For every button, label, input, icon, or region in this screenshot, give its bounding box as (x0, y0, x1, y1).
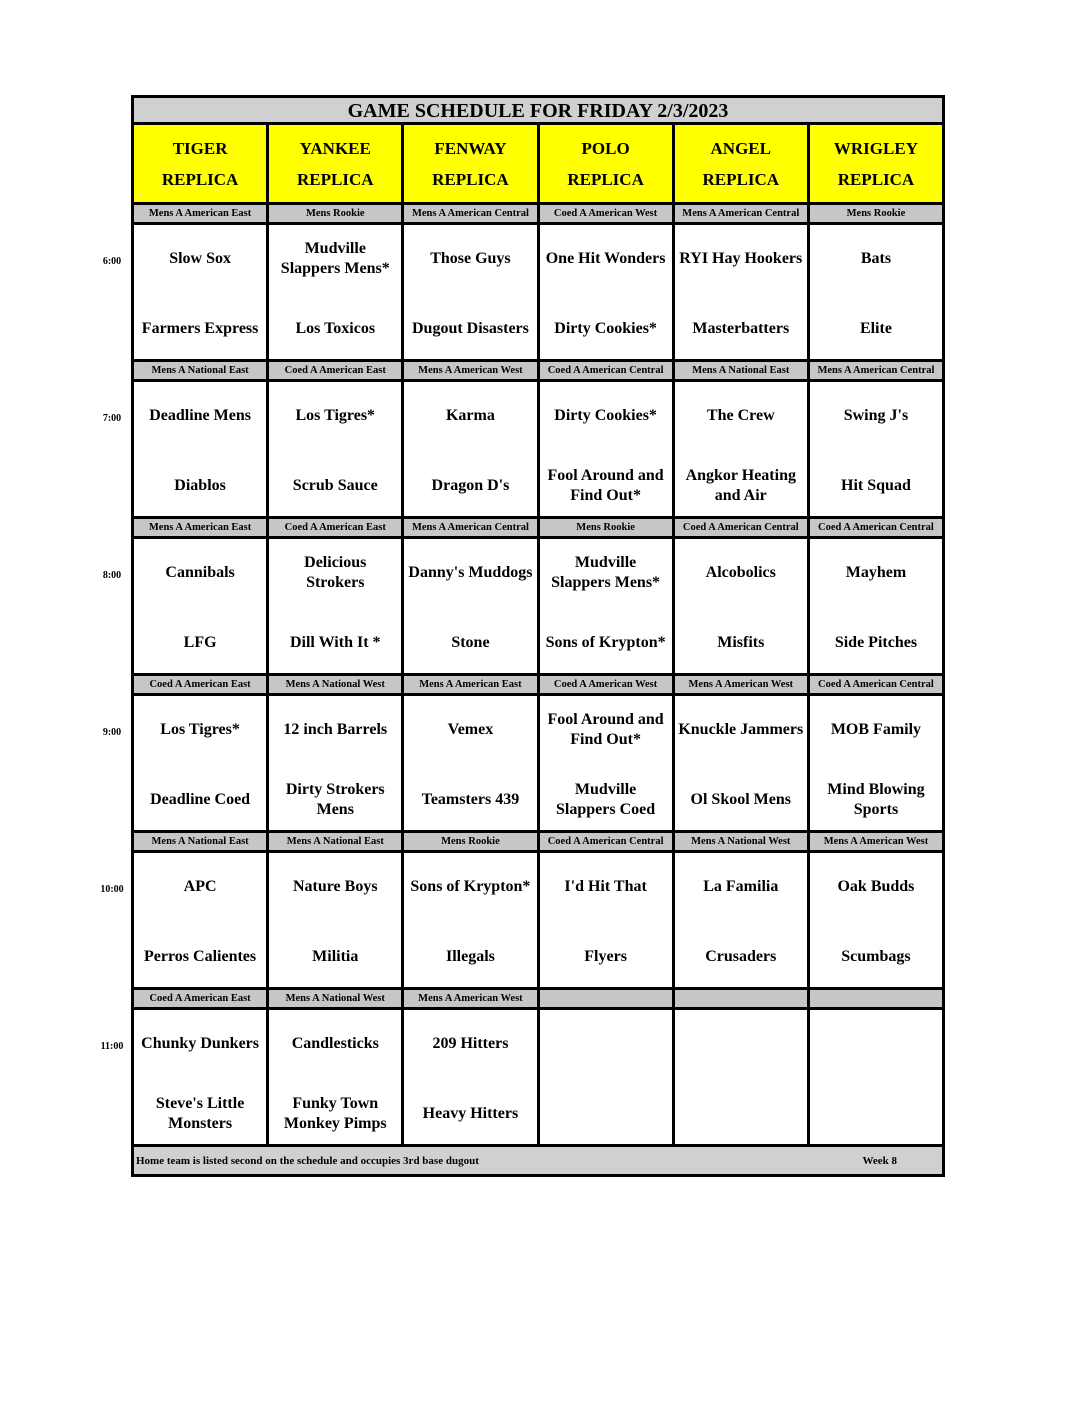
field-name: TIGER (172, 138, 228, 158)
division-label (675, 990, 810, 1007)
division-label: Mens A American East (404, 676, 539, 693)
home-team-note: Home team is listed second on the schedule and occupies 3rd base dugout (136, 1154, 479, 1167)
game-cell (810, 225, 945, 359)
game-cell (540, 1010, 675, 1144)
division-label: Mens A American West (404, 362, 539, 379)
division-label: Mens Rookie (269, 205, 404, 222)
away-team: Bats (860, 250, 892, 267)
away-team: 12 inch Barrels (283, 721, 388, 738)
home-team: Elite (859, 320, 892, 337)
games-row (134, 225, 945, 362)
schedule-sheet (131, 95, 945, 1177)
division-label: Mens Rookie (810, 205, 945, 222)
away-team: Swing J's (843, 407, 909, 424)
game-cell (675, 539, 810, 673)
division-label: Mens A American West (675, 676, 810, 693)
division-label (810, 990, 945, 1007)
away-team: La Familia (703, 878, 779, 895)
field-subtitle: REPLICA (161, 169, 239, 189)
home-team: Dragon D's (431, 477, 510, 494)
home-team: Misfits (717, 634, 765, 651)
home-team: Los Toxicos (295, 320, 376, 337)
away-team: 209 Hitters (432, 1035, 509, 1052)
game-cell (675, 696, 810, 830)
division-row (134, 519, 945, 539)
game-cell (540, 225, 675, 359)
away-team: MOB Family (830, 721, 922, 738)
away-team: Slow Sox (169, 250, 231, 267)
division-label: Coed A American Central (540, 362, 675, 379)
home-team: Heavy Hitters (422, 1105, 519, 1122)
game-cell (134, 1010, 269, 1144)
away-team: APC (183, 878, 217, 895)
field-header-2 (404, 125, 539, 205)
footer-bar (131, 1147, 945, 1177)
field-name: ANGEL (710, 138, 771, 158)
home-team: Mudville Slappers Coed (556, 781, 656, 818)
home-team: Dirty Strokers Mens (285, 781, 385, 818)
division-label: Mens Rookie (404, 833, 539, 850)
home-team: Fool Around and Find Out* (547, 467, 664, 504)
division-label: Mens A National East (134, 833, 269, 850)
home-team: Sons of Krypton* (545, 634, 666, 651)
game-cell (269, 539, 404, 673)
home-team: Ol Skool Mens (690, 791, 791, 808)
home-team: Dirty Cookies* (554, 320, 657, 337)
away-team: Karma (445, 407, 495, 424)
division-row (134, 205, 945, 225)
time-label: 9:00 (102, 727, 122, 738)
division-label: Coed A American East (269, 519, 404, 536)
away-team: Mayhem (845, 564, 907, 581)
game-cell (404, 225, 539, 359)
away-team: Mudville Slappers Mens* (280, 240, 390, 277)
away-team: Nature Boys (292, 878, 378, 895)
time-slot (131, 676, 945, 833)
game-cell (810, 853, 945, 987)
home-team: Angkor Heating and Air (685, 467, 796, 504)
away-team: Candlesticks (291, 1035, 379, 1052)
away-team: Oak Budds (837, 878, 915, 895)
field-subtitle: REPLICA (567, 169, 644, 189)
away-team: Those Guys (430, 250, 511, 267)
home-team: Crusaders (705, 948, 777, 965)
time-slots (131, 205, 945, 1147)
game-cell (404, 853, 539, 987)
division-row (134, 833, 945, 853)
week-label: Week 8 (862, 1154, 897, 1167)
game-cell (134, 696, 269, 830)
division-label: Mens A National West (269, 676, 404, 693)
home-team: Side Pitches (834, 634, 918, 651)
home-team: Dill With It * (289, 634, 381, 651)
division-label: Mens A American Central (810, 362, 945, 379)
time-column (92, 0, 132, 1408)
home-team: Farmers Express (141, 320, 259, 337)
home-team: Steve's Little Monsters (155, 1095, 245, 1132)
division-label: Mens A American West (404, 990, 539, 1007)
game-cell (540, 853, 675, 987)
away-team: RYI Hay Hookers (679, 250, 803, 267)
division-label: Mens A National West (269, 990, 404, 1007)
home-team: Stone (451, 634, 490, 651)
home-team: Perros Calientes (144, 948, 257, 965)
away-team: Dirty Cookies* (554, 407, 657, 424)
game-cell (810, 1010, 945, 1144)
home-team: Illegals (445, 948, 495, 965)
away-team: Deadline Mens (149, 407, 251, 424)
division-label: Coed A American East (134, 990, 269, 1007)
field-name: WRIGLEY (833, 138, 918, 158)
division-label: Mens A National East (134, 362, 269, 379)
game-cell (269, 382, 404, 516)
game-cell (404, 382, 539, 516)
game-cell (540, 382, 675, 516)
time-slot (131, 519, 945, 676)
time-slot (131, 362, 945, 519)
away-team: Chunky Dunkers (141, 1035, 259, 1052)
game-cell (810, 382, 945, 516)
field-header-1 (269, 125, 404, 205)
away-team: Knuckle Jammers (678, 721, 804, 738)
division-row (134, 362, 945, 382)
home-team: Deadline Coed (150, 791, 251, 808)
away-team: Alcobolics (705, 564, 776, 581)
away-team: The Crew (706, 407, 775, 424)
games-row (134, 539, 945, 676)
game-cell (134, 539, 269, 673)
home-team: Scrub Sauce (292, 477, 378, 494)
away-team: One Hit Wonders (545, 250, 666, 267)
games-row (134, 1010, 945, 1147)
home-team: Mind Blowing Sports (827, 781, 925, 818)
division-label: Coed A American Central (540, 833, 675, 850)
game-cell (269, 696, 404, 830)
game-cell (675, 853, 810, 987)
field-header-0 (134, 125, 269, 205)
division-label: Mens A National West (675, 833, 810, 850)
game-cell (675, 1010, 810, 1144)
game-cell (810, 539, 945, 673)
division-label: Coed A American West (540, 676, 675, 693)
home-team: Dugout Disasters (411, 320, 529, 337)
field-name: YANKEE (299, 138, 371, 158)
time-label: 10:00 (100, 884, 124, 895)
field-name: POLO (581, 138, 630, 158)
division-label: Coed A American East (134, 676, 269, 693)
division-label: Mens A American Central (404, 519, 539, 536)
game-cell (675, 382, 810, 516)
game-cell (134, 225, 269, 359)
away-team: Los Tigres* (295, 407, 376, 424)
time-slot (131, 205, 945, 362)
division-label: Mens A National East (269, 833, 404, 850)
games-row (134, 696, 945, 833)
home-team: Hit Squad (841, 477, 911, 494)
field-subtitle: REPLICA (432, 169, 509, 189)
away-team: Cannibals (165, 564, 235, 581)
schedule-title: GAME SCHEDULE FOR FRIDAY 2/3/2023 (131, 95, 945, 125)
field-subtitle: REPLICA (297, 169, 374, 189)
game-cell (540, 696, 675, 830)
division-label: Coed A American Central (810, 676, 945, 693)
game-cell (404, 539, 539, 673)
division-label: Mens A National East (675, 362, 810, 379)
field-header-4 (675, 125, 810, 205)
away-team: I'd Hit That (564, 878, 647, 895)
game-cell (404, 1010, 539, 1144)
division-label: Mens A American Central (404, 205, 539, 222)
field-header-3 (540, 125, 675, 205)
games-row (134, 853, 945, 990)
field-subtitle: REPLICA (837, 169, 915, 189)
division-row (134, 676, 945, 696)
division-label: Mens Rookie (540, 519, 675, 536)
time-label: 8:00 (102, 570, 122, 581)
time-label: 11:00 (100, 1041, 124, 1052)
time-slot (131, 833, 945, 990)
game-cell (540, 539, 675, 673)
game-cell (134, 853, 269, 987)
field-name: FENWAY (434, 138, 507, 158)
game-cell (810, 696, 945, 830)
home-team: LFG (183, 634, 217, 651)
home-team: Flyers (584, 948, 627, 965)
division-label: Mens A American East (134, 519, 269, 536)
away-team: Delicious Strokers (304, 554, 367, 591)
time-label: 7:00 (102, 413, 122, 424)
home-team: Diablos (174, 477, 226, 494)
division-label: Mens A American West (810, 833, 945, 850)
away-team: Sons of Krypton* (410, 878, 531, 895)
division-label: Coed A American West (540, 205, 675, 222)
division-label: Mens A American Central (675, 205, 810, 222)
away-team: Los Tigres* (160, 721, 240, 738)
division-label (540, 990, 675, 1007)
game-cell (404, 696, 539, 830)
home-team: Funky Town Monkey Pimps (283, 1095, 387, 1132)
game-cell (134, 382, 269, 516)
away-team: Vemex (447, 721, 494, 738)
home-team: Teamsters 439 (421, 791, 520, 808)
time-label: 6:00 (102, 256, 122, 267)
field-header-row (131, 125, 945, 205)
home-team: Militia (312, 948, 359, 965)
game-cell (269, 1010, 404, 1144)
away-team: Fool Around and Find Out* (547, 711, 664, 748)
game-cell (269, 225, 404, 359)
field-subtitle: REPLICA (702, 169, 780, 189)
division-label: Coed A American Central (810, 519, 945, 536)
time-slot (131, 990, 945, 1147)
games-row (134, 382, 945, 519)
division-label: Coed A American Central (675, 519, 810, 536)
home-team: Masterbatters (692, 320, 790, 337)
division-label: Coed A American East (269, 362, 404, 379)
game-cell (269, 853, 404, 987)
away-team: Mudville Slappers Mens* (551, 554, 661, 591)
field-header-5 (810, 125, 945, 205)
game-cell (675, 225, 810, 359)
home-team: Scumbags (841, 948, 911, 965)
division-row (134, 990, 945, 1010)
division-label: Mens A American East (134, 205, 269, 222)
away-team: Danny's Muddogs (408, 564, 533, 581)
